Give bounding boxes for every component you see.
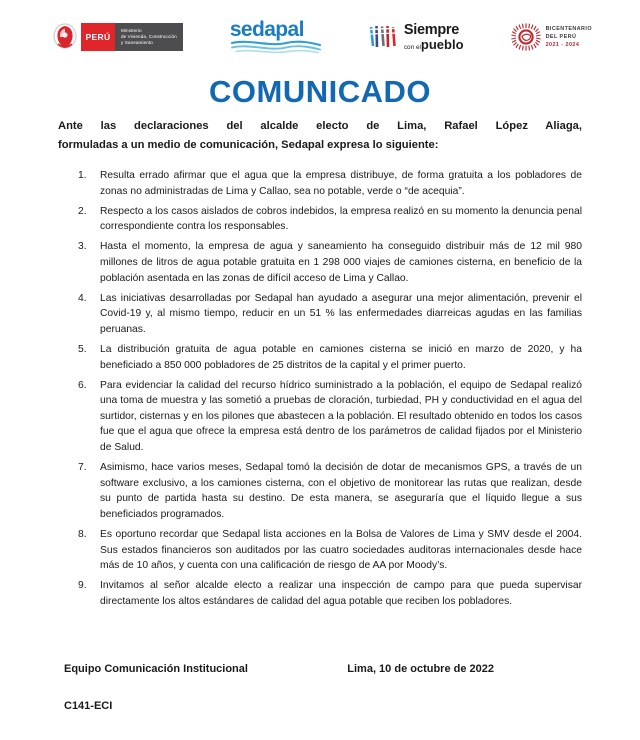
- list-item-number: 7.: [78, 462, 87, 474]
- peru-flag-strokes-icon: [369, 24, 399, 50]
- list-item-text: Hasta el momento, la empresa de agua y saneamiento ha conseguido distribuir más de 12 mil 980 millones de litros de agua potable gratuita en 1 298 000 viajes de camiones cisterna, en beneficio de la población asentada en las zonas de difícil acceso de Lima y Callao.: [100, 241, 582, 284]
- header-logo-bar: [0, 14, 640, 60]
- siempre-text-block: [404, 23, 464, 52]
- document-title: COMUNICADO: [209, 74, 431, 109]
- list-item: [58, 460, 582, 522]
- list-item: [58, 204, 582, 235]
- list-item-number: 4.: [78, 292, 87, 304]
- ministry-line-3: y Saneamiento: [121, 40, 153, 46]
- bicentenario-line-2: DEL PERÚ: [545, 34, 577, 40]
- siempre-line-1: Siempre: [403, 21, 459, 38]
- list-item-text: Invitamos al señor alcalde electo a realizar una inspección de campo para que pueda supervisar directamente los altos estándares de calidad del agua potable que reciben los pobladores.: [100, 580, 582, 607]
- intro-line-2: formuladas a un medio de comunicación, Sedapal expresa lo siguiente:: [58, 138, 439, 151]
- statement-list: [58, 168, 582, 614]
- footer-signature: Equipo Comunicación Institucional: [64, 663, 248, 675]
- list-item-text: Respecto a los casos aislados de cobros indebidos, la empresa realizó en su momento la denuncia penal correspondiente contra los responsables.: [100, 205, 582, 233]
- bicentenario-logo: [511, 20, 592, 54]
- siempre-line-2-small: con el: [403, 44, 421, 51]
- list-item-text: La distribución gratuita de agua potable en camiones cisterna se inició en marzo de 2020, y ha beneficiado a 850 000 pobladores de 25 distritos de la capital y el primer puerto.: [100, 343, 582, 371]
- water-waves-icon: [230, 40, 322, 54]
- siempre-con-el-pueblo-logo: [369, 20, 464, 54]
- siempre-line-2: [404, 38, 464, 52]
- list-item: [58, 239, 582, 286]
- list-item-number: 6.: [78, 379, 87, 391]
- ministry-line-2: de Vivienda, Construcción: [121, 33, 177, 39]
- footer-document-code: C141-ECI: [64, 700, 113, 712]
- document-footer: [64, 663, 576, 675]
- list-item-number: 5.: [78, 343, 87, 355]
- intro-line-1: Ante las declaraciones del alcalde electo de Lima, Rafael López Aliaga,: [58, 120, 582, 132]
- bicentenario-line-3: 2021 - 2024: [545, 42, 580, 48]
- intro-paragraph: [58, 117, 582, 154]
- list-item: [58, 342, 582, 373]
- list-item-text: Para evidenciar la calidad del recurso hídrico suministrado a la población, el equipo de Sedapal realizó una toma de muestra y las sometió a pruebas de cloración, turbiedad, PH y conductividad en el agua del surtidor, cisternas y en los pilones que abastecen a la población. El resultado obtenido en todos los casos fue que el agua que ofrece la empresa está dentro de los parámetros de calidad fijados por el Ministerio de Salud.: [100, 379, 582, 453]
- bicentenario-text-block: [546, 25, 592, 49]
- list-item: [58, 527, 582, 574]
- list-item-number: 2.: [78, 205, 87, 217]
- list-item: [58, 168, 582, 199]
- sedapal-logo: [230, 19, 322, 55]
- peru-ministry-logo: [52, 22, 183, 52]
- list-item-text: Resulta errado afirmar que el agua que la empresa distribuye, de forma gratuita a los pobladores de zonas no administradas de Lima y Callao, sea no potable, verde o “de acequia”.: [100, 170, 582, 197]
- list-item-number: 3.: [78, 241, 87, 253]
- peru-coat-of-arms-icon: [52, 23, 78, 51]
- list-item: [58, 578, 582, 609]
- siempre-line-2-bold: pueblo: [420, 37, 464, 52]
- sedapal-wordmark: sedapal: [229, 18, 304, 41]
- list-item-text: Asimismo, hace varios meses, Sedapal tomó la decisión de dotar de mecanismos GPS, a través de un software exclusivo, a los camiones cisterna, con el objetivo de monitorear las rutas que realizan, desde su punto de partida hasta su destino. De esta manera, se aseguraría que el líquido llegue a sus beneficiados programados.: [100, 462, 582, 520]
- list-item-number: 8.: [78, 528, 87, 540]
- footer-place-date: Lima, 10 de octubre de 2022: [347, 663, 494, 675]
- list-item-text: Es oportuno recordar que Sedapal lista acciones en la Bolsa de Valores de Lima y SMV desde el 2004. Sus estados financieros son auditados por las cuatro sociedades auditoras internacionales desde hace más de 10 años, y cuenta con una calificación de riesgo de AA por Moody’s.: [100, 528, 582, 572]
- list-item: [58, 291, 582, 338]
- ministry-line-1: Ministerio: [121, 27, 142, 33]
- bicentenario-sun-icon: [511, 22, 541, 52]
- list-item-number: 1.: [78, 170, 87, 181]
- list-item: [58, 378, 582, 456]
- list-item-number: 9.: [78, 580, 87, 592]
- bicentenario-line-1: BICENTENARIO: [545, 26, 592, 32]
- peru-wordmark: PERÚ: [81, 23, 115, 51]
- ministry-name-block: [115, 23, 183, 51]
- list-item-text: Las iniciativas desarrolladas por Sedapal han ayudado a asegurar una mejor alimentación, prevenir el Covid-19 y, al mismo tiempo, reducir en un 51 % las enfermedades diarreicas agudas en las familias peruanas.: [100, 292, 582, 335]
